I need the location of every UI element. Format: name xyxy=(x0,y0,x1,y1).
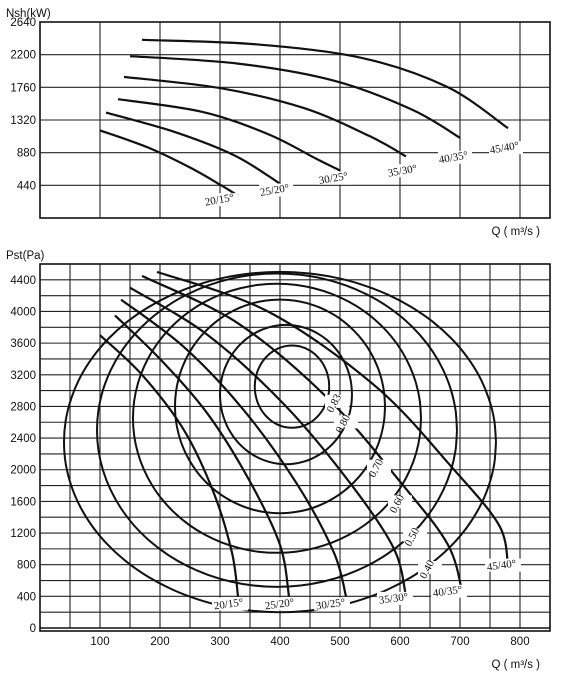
power-chart-grid xyxy=(40,22,550,218)
power-y-tick-label: 880 xyxy=(16,147,36,160)
efficiency-label: 0.83 xyxy=(324,392,345,415)
power-curve xyxy=(130,56,460,138)
pressure-curve xyxy=(121,300,346,597)
pressure-y-tick-label: 4400 xyxy=(10,274,36,287)
power-chart-x-label: Q ( m³/s ) xyxy=(491,226,540,238)
efficiency-label: 0.80 xyxy=(333,412,354,436)
pressure-x-tick-label: 500 xyxy=(330,636,350,648)
pressure-y-tick-label: 3600 xyxy=(10,338,36,351)
pressure-chart-x-ticks xyxy=(90,636,529,648)
pressure-y-tick-label: 800 xyxy=(16,559,36,572)
pressure-y-tick-label: 1600 xyxy=(10,496,36,509)
pressure-y-tick-label: 4000 xyxy=(10,306,36,319)
efficiency-label: 0.50 xyxy=(402,525,423,549)
pressure-curve-label: 30/25° xyxy=(315,596,347,613)
pressure-x-tick-label: 300 xyxy=(210,636,230,648)
pressure-chart-frame xyxy=(40,264,550,631)
pressure-y-tick-label: 3200 xyxy=(10,369,36,382)
power-chart-y-ticks xyxy=(10,17,36,192)
pressure-curve-label: 35/30° xyxy=(378,590,410,607)
pressure-x-tick-label: 800 xyxy=(510,636,530,648)
pressure-y-tick-label: 2400 xyxy=(10,433,36,446)
efficiency-label: 0.40 xyxy=(417,558,438,581)
pressure-chart-series xyxy=(100,272,508,596)
efficiency-label: 0.70 xyxy=(366,457,387,480)
pressure-chart-grid xyxy=(40,264,550,628)
power-y-tick-label: 440 xyxy=(16,180,36,193)
power-y-tick-label: 2200 xyxy=(10,49,36,62)
pressure-chart-y-label: Pst(Pa) xyxy=(6,250,45,262)
power-curve xyxy=(100,130,238,195)
pressure-y-tick-label: 1200 xyxy=(10,528,36,541)
pressure-chart-y-ticks xyxy=(10,275,36,635)
pressure-y-tick-label: 2000 xyxy=(10,464,36,477)
power-y-tick-label: 1320 xyxy=(10,115,36,127)
power-chart-y-label: Nsh(kW) xyxy=(6,8,51,20)
pressure-chart-panel xyxy=(6,250,550,671)
power-curve xyxy=(106,113,286,189)
power-chart-series xyxy=(100,40,508,196)
power-curve-label: 45/40° xyxy=(488,139,521,157)
power-y-tick-label: 2640 xyxy=(10,17,36,29)
pressure-curve xyxy=(115,315,289,596)
pressure-x-tick-label: 200 xyxy=(150,636,170,648)
power-chart-panel xyxy=(6,8,550,238)
pressure-y-tick-label: 400 xyxy=(16,591,36,604)
power-curve-label: 40/35° xyxy=(437,149,470,167)
power-curve-label: 35/30° xyxy=(386,162,419,180)
power-y-tick-label: 1760 xyxy=(10,82,36,95)
pressure-curve-label: 45/40° xyxy=(486,557,518,574)
power-curve-label: 30/25° xyxy=(317,170,350,188)
power-curve-label: 25/20° xyxy=(259,182,291,200)
pressure-y-tick-label: 2800 xyxy=(10,401,36,414)
pressure-chart-x-label: Q ( m³/s ) xyxy=(491,659,540,671)
efficiency-label: 0.60 xyxy=(387,492,408,516)
pressure-curve-label: 20/15° xyxy=(213,596,245,613)
power-curve-label: 20/15° xyxy=(203,191,236,209)
pressure-y-tick-label: 0 xyxy=(29,623,36,635)
power-chart-curve-labels xyxy=(204,140,523,209)
pressure-x-tick-label: 400 xyxy=(270,636,290,648)
pressure-curve-label: 25/20° xyxy=(264,596,296,613)
pressure-x-tick-label: 600 xyxy=(390,636,410,648)
pressure-x-tick-label: 700 xyxy=(450,636,470,648)
pressure-curve-label: 40/35° xyxy=(432,583,464,600)
pressure-x-tick-label: 100 xyxy=(90,636,110,648)
